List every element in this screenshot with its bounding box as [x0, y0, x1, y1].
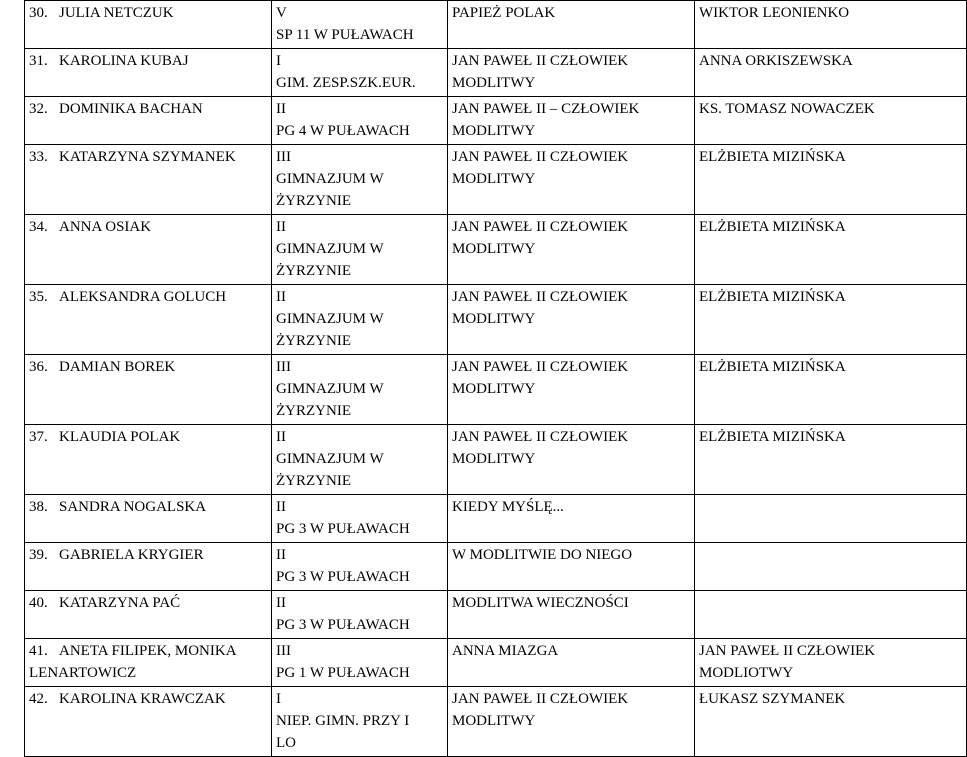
row-number: 37. — [29, 429, 48, 445]
participant-cell — [25, 285, 272, 355]
table-row — [25, 639, 967, 687]
row-number: 35. — [29, 289, 48, 305]
row-number: 42. — [29, 691, 48, 707]
title-cell: JAN PAWEŁ II CZŁOWIEK MODLITWY — [448, 285, 695, 355]
table-row — [25, 591, 967, 639]
participant-cell — [25, 145, 272, 215]
school-cell: I NIEP. GIMN. PRZY I LO — [272, 687, 448, 757]
author-cell: WIKTOR LEONIENKO — [695, 1, 967, 49]
participant-name: DOMINIKA BACHAN — [59, 101, 203, 117]
school-cell: I GIM. ZESP.SZK.EUR. — [272, 49, 448, 97]
table-row — [25, 215, 967, 285]
document-page — [24, 0, 960, 751]
participant-name: KLAUDIA POLAK — [59, 429, 181, 445]
title-cell: ANNA MIAZGA — [448, 639, 695, 687]
participant-name: SANDRA NOGALSKA — [59, 499, 207, 515]
school-cell: III PG 1 W PUŁAWACH — [272, 639, 448, 687]
table-row — [25, 543, 967, 591]
author-cell: ŁUKASZ SZYMANEK — [695, 687, 967, 757]
participant-cell — [25, 543, 272, 591]
author-cell: ELŻBIETA MIZIŃSKA — [695, 215, 967, 285]
participant-cell — [25, 355, 272, 425]
author-cell: KS. TOMASZ NOWACZEK — [695, 97, 967, 145]
participant-name: KATARZYNA SZYMANEK — [59, 149, 236, 165]
participant-cell — [25, 97, 272, 145]
participant-cell — [25, 425, 272, 495]
participant-name: ANETA FILIPEK, MONIKA LENARTOWICZ — [29, 643, 237, 681]
title-cell: MODLITWA WIECZNOŚCI — [448, 591, 695, 639]
school-cell: II PG 3 W PUŁAWACH — [272, 543, 448, 591]
results-table — [24, 0, 967, 757]
table-row — [25, 495, 967, 543]
table-row — [25, 355, 967, 425]
author-cell: ELŻBIETA MIZIŃSKA — [695, 425, 967, 495]
author-cell: ELŻBIETA MIZIŃSKA — [695, 285, 967, 355]
participant-cell — [25, 495, 272, 543]
table-row — [25, 425, 967, 495]
row-number: 30. — [29, 5, 48, 21]
title-cell: JAN PAWEŁ II CZŁOWIEK MODLITWY — [448, 355, 695, 425]
participant-cell — [25, 1, 272, 49]
participant-cell — [25, 639, 272, 687]
row-number: 41. — [29, 643, 48, 659]
participant-name: KATARZYNA PAĆ — [59, 595, 181, 611]
title-cell: JAN PAWEŁ II CZŁOWIEK MODLITWY — [448, 49, 695, 97]
author-cell — [695, 495, 967, 543]
author-cell — [695, 543, 967, 591]
school-cell: II GIMNAZJUM W ŻYRZYNIE — [272, 425, 448, 495]
school-cell: II GIMNAZJUM W ŻYRZYNIE — [272, 285, 448, 355]
title-cell: KIEDY MYŚLĘ... — [448, 495, 695, 543]
title-cell: JAN PAWEŁ II CZŁOWIEK MODLITWY — [448, 425, 695, 495]
school-cell: II PG 3 W PUŁAWACH — [272, 591, 448, 639]
title-cell: JAN PAWEŁ II CZŁOWIEK MODLITWY — [448, 215, 695, 285]
participant-name: ANNA OSIAK — [59, 219, 152, 235]
author-cell: ELŻBIETA MIZIŃSKA — [695, 355, 967, 425]
row-number: 32. — [29, 101, 48, 117]
participant-name: KAROLINA KUBAJ — [59, 53, 189, 69]
row-number: 36. — [29, 359, 48, 375]
participant-name: JULIA NETCZUK — [59, 5, 174, 21]
school-cell: II GIMNAZJUM W ŻYRZYNIE — [272, 215, 448, 285]
school-cell: III GIMNAZJUM W ŻYRZYNIE — [272, 145, 448, 215]
participant-name: ALEKSANDRA GOLUCH — [59, 289, 227, 305]
author-cell: JAN PAWEŁ II CZŁOWIEK MODLIOTWY — [695, 639, 967, 687]
author-cell — [695, 591, 967, 639]
participant-cell — [25, 591, 272, 639]
author-cell: ELŻBIETA MIZIŃSKA — [695, 145, 967, 215]
title-cell: JAN PAWEŁ II – CZŁOWIEK MODLITWY — [448, 97, 695, 145]
title-cell: W MODLITWIE DO NIEGO — [448, 543, 695, 591]
school-cell: II PG 4 W PUŁAWACH — [272, 97, 448, 145]
row-number: 40. — [29, 595, 48, 611]
school-cell: II PG 3 W PUŁAWACH — [272, 495, 448, 543]
row-number: 31. — [29, 53, 48, 69]
author-cell: ANNA ORKISZEWSKA — [695, 49, 967, 97]
title-cell: JAN PAWEŁ II CZŁOWIEK MODLITWY — [448, 145, 695, 215]
title-cell: JAN PAWEŁ II CZŁOWIEK MODLITWY — [448, 687, 695, 757]
table-row — [25, 687, 967, 757]
table-row — [25, 49, 967, 97]
table-row — [25, 1, 967, 49]
row-number: 38. — [29, 499, 48, 515]
participant-cell — [25, 687, 272, 757]
participant-name: KAROLINA KRAWCZAK — [59, 691, 226, 707]
row-number: 34. — [29, 219, 48, 235]
participant-name: GABRIELA KRYGIER — [59, 547, 204, 563]
participant-name: DAMIAN BOREK — [59, 359, 176, 375]
participant-cell — [25, 49, 272, 97]
table-row — [25, 285, 967, 355]
title-cell: PAPIEŻ POLAK — [448, 1, 695, 49]
table-row — [25, 145, 967, 215]
table-row — [25, 97, 967, 145]
row-number: 39. — [29, 547, 48, 563]
school-cell: V SP 11 W PUŁAWACH — [272, 1, 448, 49]
row-number: 33. — [29, 149, 48, 165]
participant-cell — [25, 215, 272, 285]
school-cell: III GIMNAZJUM W ŻYRZYNIE — [272, 355, 448, 425]
